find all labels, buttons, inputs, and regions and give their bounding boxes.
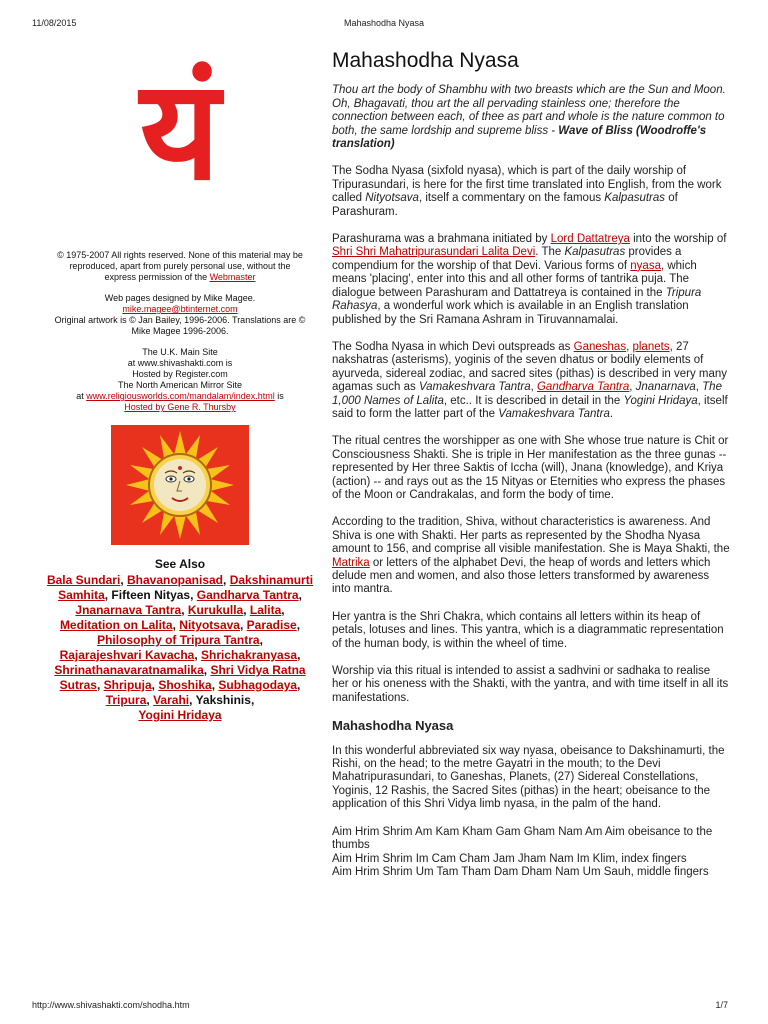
see-also-link[interactable]: Kurukulla [187,603,244,617]
see-also-link[interactable]: Nityotsava [179,618,240,632]
mantra-list [332,826,730,880]
email-link[interactable]: mike.magee@btinternet.com [122,304,238,314]
see-also-link[interactable]: Shri Vidya Ratna [210,663,306,677]
page-number: 1/7 [715,1000,728,1010]
lalita-devi-link[interactable]: Shri Shri Mahatripurasundari Lalita Devi [332,246,536,259]
credits [40,293,320,337]
paragraph: According to the tradition, Shiva, without characteristics is awareness. And Shiva is one with Shakti. Her parts as represented by the Shodha Nyasa amount to 156, and comprise all visible manifestation. She is Maya Shakti, the Matrika or letters of the alphabet Devi, the heap of words and letters which delude men and women, and also those letters transformed by awareness into mantra. [332,516,730,596]
see-also-link[interactable]: Dakshinamurti [229,573,314,587]
see-also-link[interactable]: Varahi [153,693,190,707]
see-also-links: Bala Sundari, Bhavanopanisad, Dakshinamurti Samhita, Fifteen Nityas, Gandharva Tantra, Jnanarnava Tantra, Kurukulla, Lalita, Meditation on Lalita, Nityotsava, Paradise, Philosophy of Tripura Tantra, Rajarajeshvari Kavacha, Shrichakranyasa, Shrinathanavaratnamalika, Shri Vidya Ratna Sutras, Shripuja, Shoshika, Subhagodaya, Tripura, Varahi, Yakshinis, Yogini Hridaya [46,573,314,722]
matrika-link[interactable]: Matrika [332,556,370,569]
webmaster-link[interactable]: Webmaster [209,272,256,282]
section-heading: Mahashodha Nyasa [332,718,454,734]
mantra-line: Aim Hrim Shrim Im Cam Cham Jam Jham Nam Im Klim, index fingers [332,852,687,865]
site-hosting-info [40,347,320,413]
see-also-link[interactable]: Philosophy of Tripura Tantra [97,633,260,647]
paragraph: The Sodha Nyasa in which Devi outspreads as Ganeshas, planets, 27 nakshatras (asterisms), yoginis of the seven dhatus or bodily elements of ayurveda, sidereal zodiac, and sacred sites (pithas) is described in very many agamas such as Vamakeshvara Tantra, Gandharva Tantra, Jnanarnava, The 1,000 Names of Lalita, etc.. It is described in detail in the Yogini Hridaya, itself said to form the latter part of the Vamakeshvara Tantra. [332,340,728,420]
paragraph: Her yantra is the Shri Chakra, which contains all letters within its heap of petals, lotuses and lines. This yantra, which is a diagrammatic representation of the human body, is within the wheel of time. [332,610,724,650]
see-also-link[interactable]: Shoshika [158,678,212,692]
planets-link[interactable]: planets [632,340,670,353]
see-also-link[interactable]: Yogini Hridaya [138,708,222,722]
site-line: The North American Mirror Site [117,380,243,390]
mantra-line: Aim Hrim Shrim Um Tam Tham Dam Dham Nam Um Sauh, middle fingers [332,865,709,878]
site-line: The U.K. Main Site [142,347,218,357]
see-also-link[interactable]: Sutras [59,678,97,692]
see-also-link[interactable]: Gandharva Tantra [196,588,299,602]
ganeshas-link[interactable]: Ganeshas [573,340,627,353]
main-article [332,49,730,879]
yam-bija-logo: यं [139,50,221,211]
see-also-link[interactable]: Bhavanopanisad [126,573,224,587]
print-url: http://www.shivashakti.com/shodha.htm [32,1000,190,1010]
credits-line: Original artwork is © Jan Bailey, 1996-2006. Translations are © [54,315,306,325]
sun-face-artwork [111,425,249,545]
credits-line: Web pages designed by Mike Magee. [104,293,256,303]
print-footer [32,1000,728,1014]
see-also-link[interactable]: Bala Sundari [46,573,121,587]
nyasa-link[interactable]: nyasa [630,259,661,272]
intro-quote: Thou art the body of Shambhu with two breasts which are the Sun and Moon. Oh, Bhagavati, thou art the all pervading stainless one; therefore the connection between each, of thee as part and whole is the nature common to both, the same lordship and supreme bliss - Wave of Bliss (Woodroffe's translation) [332,84,726,151]
paragraph: Worship via this ritual is intended to assist a sadhvini or sadhaka to realise her or his oneness with the Shakti, with the yantra, and with time itself in all its manifestations. [332,665,729,704]
paragraph: The ritual centres the worshipper as one with She whose true nature is Chit or Consciousness Shakti. She is triple in Her manifestation as the three gunas -- represented by Her three Saktis of Iccha (will), Jnana (knowledge), and Kriya (action) -- and rays out as the 15 Nityas or Eternities who express the phases of the Moon or Candrakalas, and form the body of time. [332,435,729,501]
copyright-line: express permission of the Webmaster [104,272,256,282]
dattatreya-link[interactable]: Lord Dattatreya [550,233,630,246]
copyright-line: © 1975-2007 All rights reserved. None of this material may be [57,250,303,260]
print-title: Mahashodha Nyasa [343,18,425,28]
gandharva-tantra-link[interactable]: Gandharva Tantra [536,381,630,394]
see-also-link[interactable]: Jnanarnava Tantra [75,603,182,617]
see-also-link[interactable]: Tripura [105,693,147,707]
site-line: Hosted by Register.com [132,369,228,379]
see-also-heading: See Also [154,557,206,571]
see-also-link[interactable]: Rajarajeshvari Kavacha [59,648,195,662]
see-also-current: Yakshinis [195,693,251,707]
left-sidebar [40,50,320,723]
intro-source: Wave of Bliss (Woodroffe's translation) [332,124,707,151]
see-also-current: Fifteen Nityas [111,588,191,602]
copyright-line: reproduced, apart from purely personal use, without the [69,261,291,271]
hosted-by-link[interactable]: Hosted by Gene R. Thursby [124,402,236,412]
page-title: Mahashodha Nyasa [332,49,519,72]
site-line: at www.religiousworlds.com/mandalam/index.html is [76,391,284,401]
see-also-link[interactable]: Lalita [249,603,282,617]
credits-line: Mike Magee 1996-2006. [131,326,229,336]
paragraph: Parashurama was a brahmana initiated by Lord Dattatreya into the worship of Shri Shri Mahatripurasundari Lalita Devi. The Kalpasutras provides a compendium for the worship of that Devi. Various forms of nyasa, which means 'placing', enter into this and all other forms of tantrika puja. The dialogue between Parashuram and Dattatreya is contained in the Tripura Rahasya, a wonderful work which is available in an English translation published by the Sri Ramana Ashram in Tiruvannamalai. [332,233,727,326]
print-header [32,18,736,32]
see-also-link[interactable]: Shripuja [103,678,152,692]
print-date: 11/08/2015 [32,18,77,28]
mantra-line: Aim Hrim Shrim Am Kam Kham Gam Gham Nam Am Aim obeisance to the thumbs [332,825,713,852]
see-also-link[interactable]: Shrinathanavaratnamalika [54,663,204,677]
see-also-link[interactable]: Paradise [246,618,297,632]
see-also-link[interactable]: Shrichakranyasa [201,648,298,662]
mirror-site-link[interactable]: www.religiousworlds.com/mandalam/index.html [86,391,275,401]
copyright-notice [40,250,320,283]
paragraph: The Sodha Nyasa (sixfold nyasa), which is part of the daily worship of Tripurasundari, is here for the first time translated into English, from the work called Nityotsava, itself a commentary on the famous Kalpasutras of Parashuram. [332,165,722,218]
see-also-link[interactable]: Meditation on Lalita [59,618,173,632]
paragraph: In this wonderful abbreviated six way nyasa, obeisance to Dakshinamurti, the Rishi, on the head; to the metre Gayatri in the mouth; to the Devi Mahatripurasundari, to Ganeshas, Planets, (27) Sidereal Constellations, Yoginis, 12 Rashis, the Sacred Sites (pithas) in the heart; obeisance to the application of this Shri Vidya limb nyasa, in the palm of the hand. [332,744,725,811]
see-also-link[interactable]: Subhagodaya [218,678,298,692]
site-line: at www.shivashakti.com is [127,358,233,368]
see-also-link[interactable]: Samhita [58,588,105,602]
